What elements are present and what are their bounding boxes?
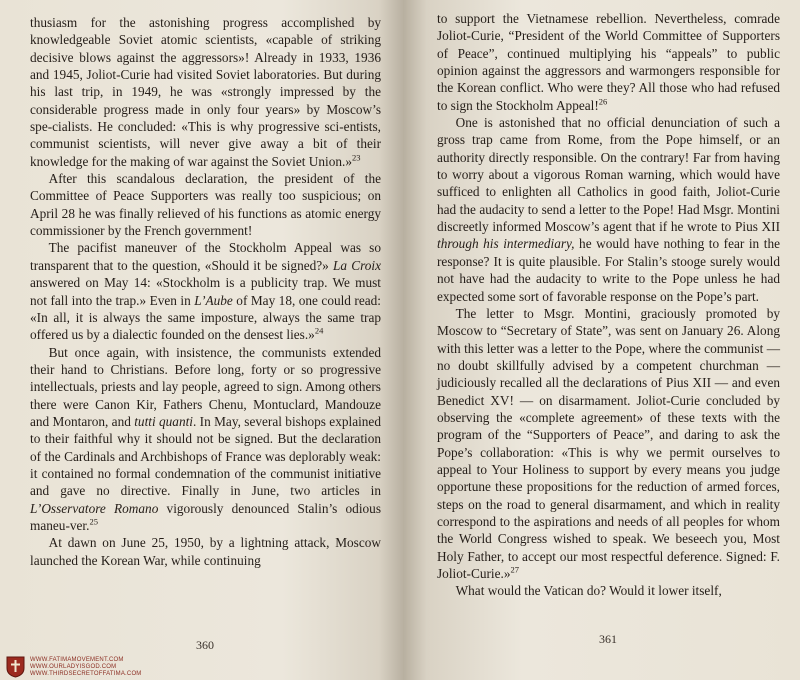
footer-url[interactable]: WWW.FATIMAMOVEMENT.COM [30,657,124,663]
left-page-number: 360 [196,638,214,652]
left-paragraph: But once again, with insistence, the communists extended their hand to Christians. Before long, forty or so progressive intellectuals, priests and lay people, agreed to sign. Among others there were Canon Kir, Fathers Chenu, Montuclard, Mandouze and Montaron, and tutti quanti. In May, several bishops explained to their faithful why it should not be signed. But the declaration of the Cardinals and Archbishops of France was deplorably weak: it contained no formal condemnation of the communist initiative and gave no directive. Finally in June, two articles in L’Osservatore Romano vigorously denounced Stalin’s odious maneu-ver.$^{25}$ [30,344,381,533]
right-paragraph: to support the Vietnamese rebellion. Nevertheless, comrade Joliot-Curie, “President of the World Committee of Supporters of Peace”, continued multiplying his “appeals” to public opinion against the aggressors and warmongers responsible for the Korean conflict. Who were they? All those who had refused to sign the Stockholm Appeal!$^{26}$ [437,11,780,113]
right-paragraph: The letter to Msgr. Montini, graciously promoted by Moscow to “Secretary of State”, was sent on January 26. Along with this letter was a letter to the Pope, where the communist — no doubt skillfully advised by a competent churchman — judiciously recalled all the declarations of Pius XII — and even Benedict XV! — on disarmament. Joliot-Curie concluded by observing the «complete agreement» of these texts with the program of the “Supporters of Peace”, and daring to ask the Pope’s collaboration: «This is why we permit ourselves to appeal to Your Holiness to support by every means you judge opportune these propositions for the reduction of armed forces, steps on the road to general disarmament, and which in reality correspond to the aspirations and needs of all peoples for whom the World Congress wished to speak. We beseech you, Most Holy Father, to accept our most respectful deference. Signed: F. Joliot-Curie.»$^{27}$ [437,305,780,581]
right-page-number: 361 [599,632,617,646]
left-paragraph: At dawn on June 25, 1950, by a lightning attack, Moscow launched the Korean War, while continuing [30,535,381,568]
footer-url[interactable]: WWW.THIRDSECRETOFFATIMA.COM [30,671,142,677]
left-paragraph: After this scandalous declaration, the president of the Committee of Peace Supporters was really too suspicious; on April 28 he was finally relieved of his functions as atomic energy commissioner by the French government! [30,171,381,239]
footer-url[interactable]: WWW.OURLADYISGOD.COM [30,664,117,670]
left-page-text [30,14,381,569]
fatima-crest-icon [6,656,25,678]
right-paragraph: What would the Vatican do? Would it lower itself, [455,583,722,599]
right-page [403,0,800,680]
right-paragraph: One is astonished that no official denunciation of such a gross trap came from Rome, from the Pope himself, or an authority directly responsible. On the contrary! Far from having to worry about a vigorous Roman warning, which would have sufficed to enlighten all Catholics in good faith, Joliot-Curie had the audacity to send a letter to the Pope! Had Msgr. Montini discreetly informed Moscow’s agent that if he wrote to Pius XII through his intermediary, he would have nothing to fear in the response? It is quite plausible. For Stalin’s stooge surely would not have had the audacity to write to the Pope unless he had expected some sort of favorable response on the Pope’s part. [437,115,780,304]
right-page-text [437,10,780,600]
left-paragraph: The pacifist maneuver of the Stockholm Appeal was so transparent that to the question, «Should it be signed?» La Croix answered on May 14: «Stockholm is a publicity trap. We must not fall into the trap.» Even in L’Aube of May 18, one could read: «In all, it is always the same imposture, always the same trap offered us by a dialectic founded on the densest lies.»$^{24}$ [30,240,382,343]
left-paragraph: thusiasm for the astonishing progress accomplished by knowledgeable Soviet atomic scientists, «capable of striking decisive blows against the aggressors»! Already in 1933, 1936 and 1945, Joliot-Curie had visited Soviet laboratories. But during his last trip, in 1949, he was «strongly impressed by the considerable progress made in only four years» by Moscow’s spe-cialists. He concluded: «This is why progressive sci-entists, communist scientists, will never give away a bit of their knowledge for the making of war against the Soviet Union.»$^{23}$ [30,15,381,169]
watermark-footer [6,656,142,678]
